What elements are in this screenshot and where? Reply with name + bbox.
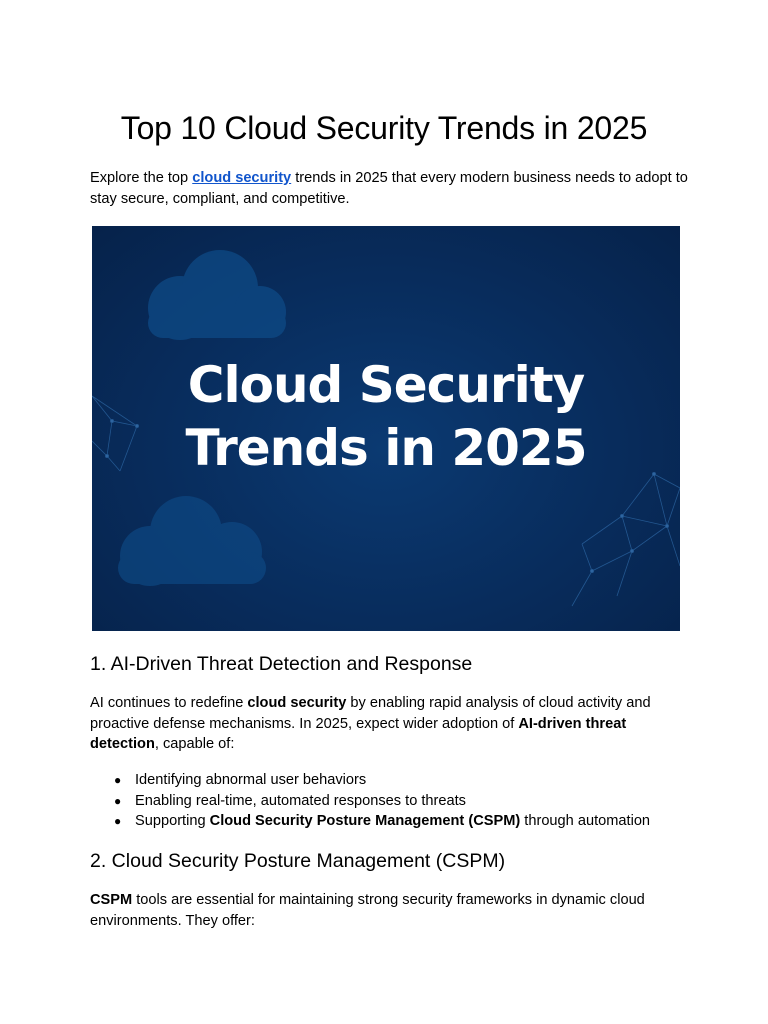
bullet-text-bold: Cloud Security Posture Management (CSPM) [209,813,521,829]
section1-heading: 1. AI-Driven Threat Detection and Response [90,653,473,675]
network-mesh-icon [572,472,680,606]
section1-paragraph [90,693,690,755]
section1-bullet-list [90,770,730,832]
cloud-icon [148,250,286,340]
section1-text-d: AI-driven threat detection [90,715,627,752]
section2-heading: 2. Cloud Security Posture Management (CSPM) [90,850,506,872]
hero-banner-image [92,226,680,631]
bullet-icon: ● [114,814,122,828]
section2-paragraph [90,890,690,931]
bullet-icon: ● [114,773,122,787]
banner-heading-line2: Trends in 2025 [185,419,587,477]
list-item [90,791,730,812]
section1-text-b: cloud security [247,695,347,711]
intro-paragraph [90,168,690,209]
banner-heading-line1: Cloud Security [187,356,585,414]
cloud-security-link[interactable]: cloud security [192,170,292,186]
intro-text-start: Explore the top [90,170,193,186]
section2-text-a: CSPM [90,892,133,908]
list-item [90,811,730,832]
section1-text-c: by enabling rapid analysis of cloud activity and proactive defense mechanisms. In 2025, expect wider adoption of [90,695,651,732]
bullet-text-end: through automation [520,813,651,829]
bullet-text: Identifying abnormal user behaviors [135,772,367,788]
list-item [90,770,730,791]
banner-heading [92,354,680,480]
bullet-icon: ● [114,793,122,808]
page-title: Top 10 Cloud Security Trends in 2025 [120,110,648,146]
section2-text-b: tools are essential for maintaining strong security frameworks in dynamic cloud environments. They offer: [90,892,645,929]
section1-text-a: AI continues to redefine [90,695,248,711]
intro-text-end: trends in 2025 that every modern business needs to adopt to stay secure, compliant, and competitive. [90,170,688,207]
bullet-text: Enabling real-time, automated responses to threats [135,792,466,809]
section1-text-e: , capable of: [154,736,235,752]
bullet-text-start: Supporting [135,813,210,829]
cloud-icon [118,496,266,586]
